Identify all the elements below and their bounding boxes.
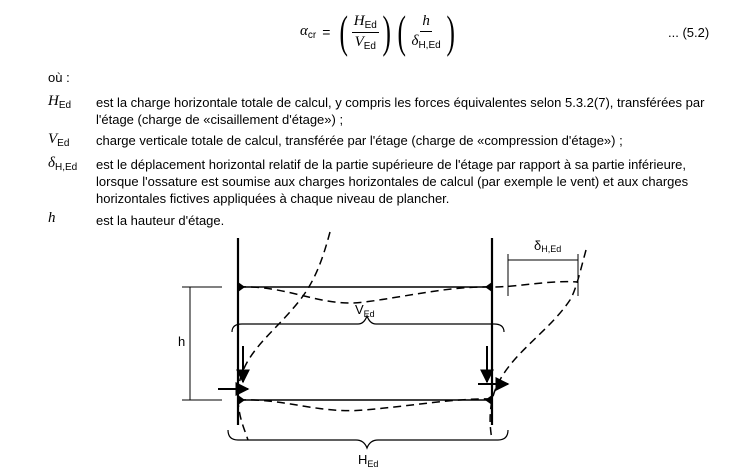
horizontal-load-brace xyxy=(228,430,508,448)
definition-symbol-h: h xyxy=(48,210,56,226)
label-h-height: h xyxy=(178,334,186,349)
paren-open-2: ( xyxy=(397,6,407,57)
formula-equals: = xyxy=(322,23,331,40)
paren-open-1: ( xyxy=(339,6,349,57)
definition-text-delta: est le déplacement horizontal relatif de la partie supérieure de l'étage par rapport à sa partie inférieure, lorsque l'ossature est soumise aux charges horizontales de calcul (par exemple le vent) et aux charges horizontales fictives appliquées à chaque niveau de plancher. xyxy=(96,157,689,206)
equation-number: ... (5.2) xyxy=(668,25,710,40)
deformed-top-beam xyxy=(238,282,578,303)
definition-symbol-hed: $H_{Ed}$ xyxy=(48,93,72,111)
definition-text-h: est la hauteur d'étage. xyxy=(96,213,225,228)
intro-text: où : xyxy=(48,70,70,85)
definition-text-hed: est la charge horizontale totale de calcul, y compris les forces équivalentes selon 5.3.2(7), transférées par l'étage (charge de «cisaillement d'étage») ; xyxy=(96,95,705,127)
formula-lhs: $\alpha_{cr}$ xyxy=(300,23,317,41)
fraction-h-over-delta: $\frac{h}{\delta_{H,Ed}}$ xyxy=(411,13,441,51)
definition-symbol-ved: $V_{Ed}$ xyxy=(48,131,70,149)
label-ved: $V_{Ed}$ xyxy=(355,302,375,319)
label-delta-hed: δH,Ed xyxy=(534,238,562,254)
definition-symbol-delta: $\delta_{H,Ed}$ xyxy=(48,155,78,173)
label-hed: $H_{Ed}$ xyxy=(358,452,379,469)
paren-close-2: ) xyxy=(446,6,455,57)
paren-close-1: ) xyxy=(382,6,391,57)
deformed-right-column xyxy=(490,250,586,440)
fraction-h-over-v: $\frac{H_{Ed}}{V_{Ed}}$ xyxy=(353,12,377,52)
definition-text-ved: charge verticale totale de calcul, transférée par l'étage (charge de «compression d'étage») ; xyxy=(96,133,623,148)
